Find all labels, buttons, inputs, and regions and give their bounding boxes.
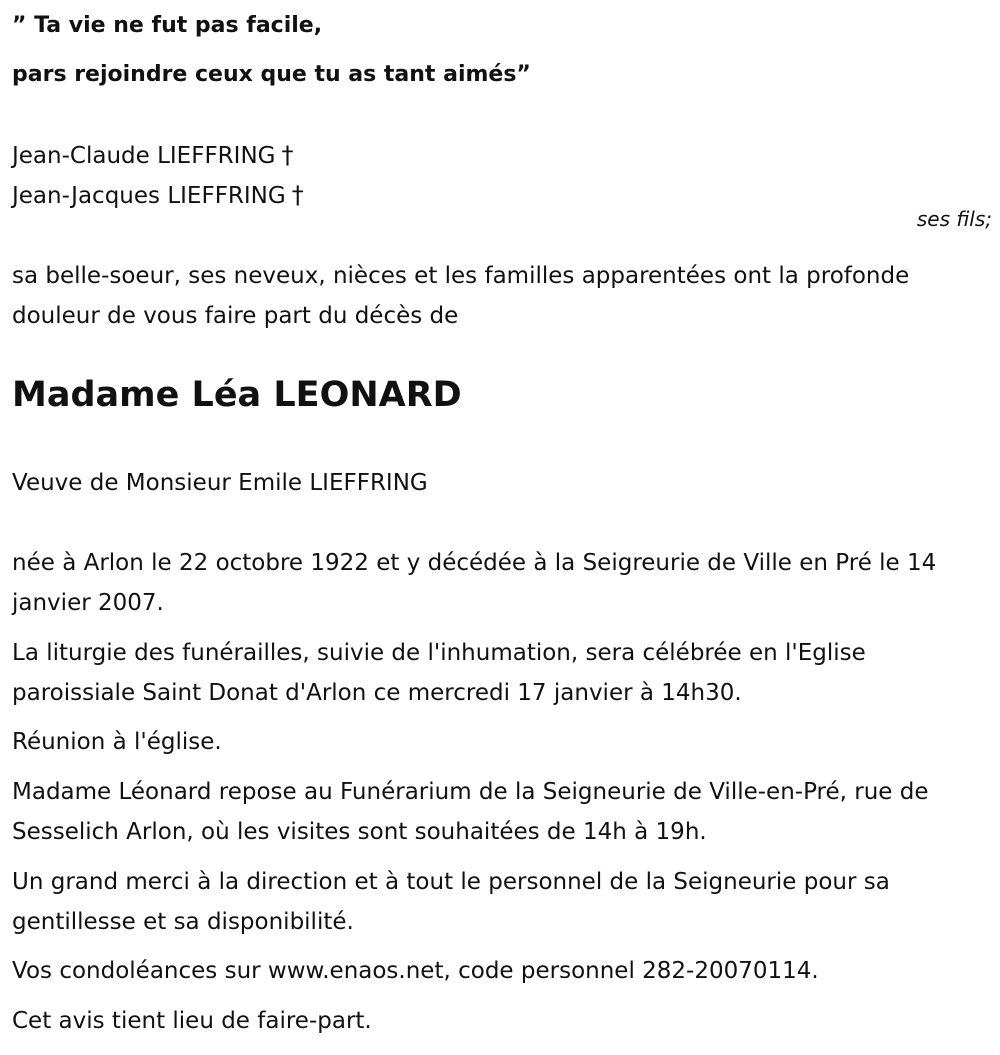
birth-death-paragraph: née à Arlon le 22 octobre 1922 et y décédée à la Seigreurie de Ville en Pré le 14 janvier 2007. xyxy=(12,550,937,616)
cross-icon: † xyxy=(291,181,304,209)
thanks-paragraph: Un grand merci à la direction et à tout le personnel de la Seigneurie pour sa gentillesse et sa disponibilité. xyxy=(12,869,890,935)
funeral-liturgy-paragraph: La liturgie des funérailles, suivie de l'inhumation, sera célébrée en l'Eglise paroissiale Saint Donat d'Arlon ce mercredi 17 janvier à 14h30. xyxy=(12,640,866,706)
condolences-paragraph: Vos condoléances sur www.enaos.net, code personnel 282-20070114. xyxy=(12,958,819,984)
son-1 xyxy=(12,140,293,171)
deceased-name: Madame Léa LEONARD xyxy=(12,375,462,415)
cross-icon: † xyxy=(281,141,294,169)
quote-line-2: pars rejoindre ceux que tu as tant aimés” xyxy=(12,62,531,87)
son-2-name: Jean-Jacques LIEFFRING xyxy=(12,183,286,209)
meeting-paragraph: Réunion à l'église. xyxy=(12,729,222,755)
quote-line-1: ” Ta vie ne fut pas facile, xyxy=(12,13,323,38)
funerarium-paragraph: Madame Léonard repose au Funérarium de la Seigneurie de Ville-en-Pré, rue de Sesselich Arlon, où les visites sont souhaitées de 14h à 19h. xyxy=(12,779,929,845)
ses-fils-label: ses fils; xyxy=(916,207,992,231)
son-1-name: Jean-Claude LIEFFRING xyxy=(12,143,276,169)
intro-paragraph: sa belle-soeur, ses neveux, nièces et les familles apparentées ont la profonde douleur de vous faire part du décès de xyxy=(12,263,910,329)
notice-paragraph: Cet avis tient lieu de faire-part. xyxy=(12,1008,372,1034)
son-2 xyxy=(12,180,304,211)
widow-of-line: Veuve de Monsieur Emile LIEFFRING xyxy=(12,470,428,496)
